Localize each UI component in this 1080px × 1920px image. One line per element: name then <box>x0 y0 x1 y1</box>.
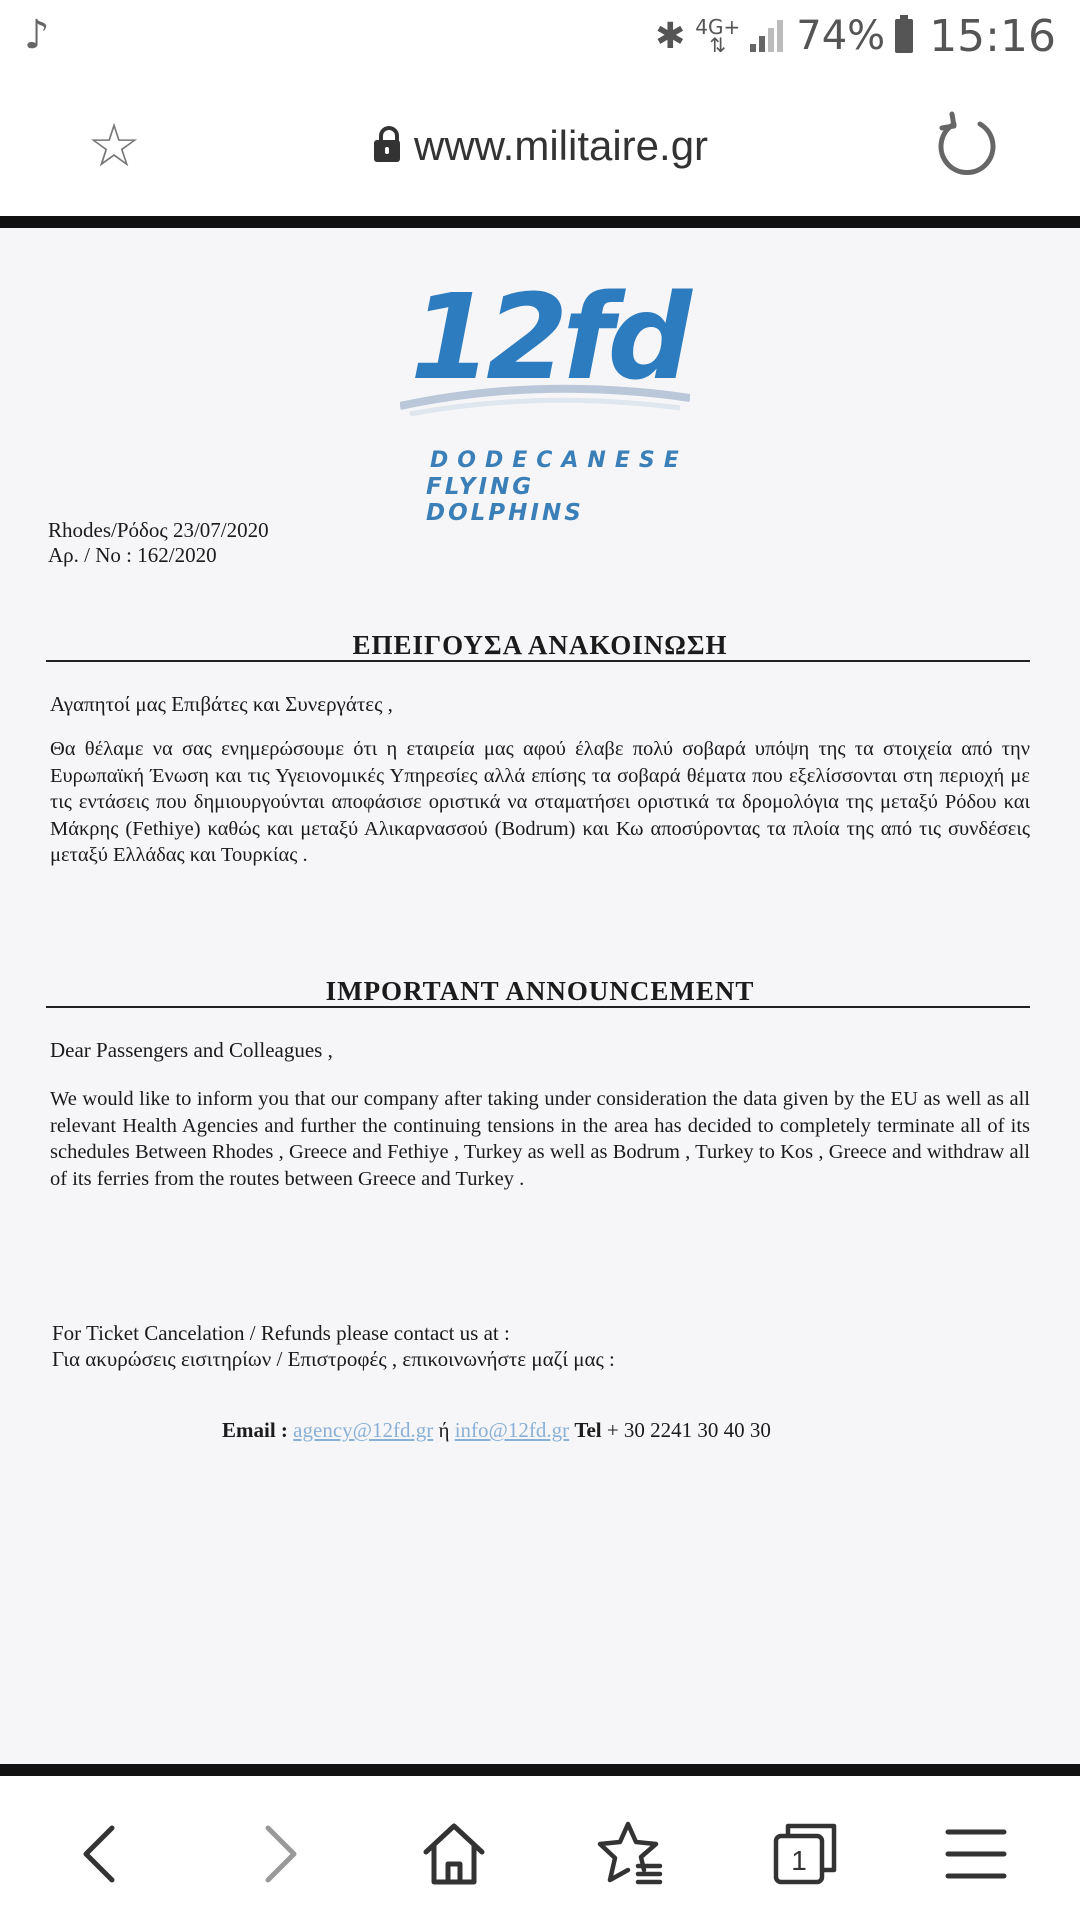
heading-rule <box>46 660 1030 662</box>
email-label: Email : <box>222 1418 288 1442</box>
email-agency-link[interactable]: agency@12fd.gr <box>293 1418 434 1442</box>
status-bar <box>0 0 1080 72</box>
battery-icon <box>895 19 913 53</box>
svg-text:1: 1 <box>791 1845 807 1876</box>
lock-icon <box>374 140 400 162</box>
signal-icon <box>750 20 786 52</box>
document-meta <box>48 518 269 568</box>
email-info-link[interactable]: info@12fd.gr <box>454 1418 570 1442</box>
contact-line-en: For Ticket Cancelation / Refunds please contact us at : <box>52 1321 510 1345</box>
contact-line-gr: Για ακυρώσεις εισιτηρίων / Επιστροφές , επικοινωνήστε μαζί μας : <box>52 1347 615 1371</box>
back-button[interactable] <box>62 1814 142 1894</box>
document-number: Αρ. / No : 162/2020 <box>48 543 217 567</box>
phone-number: + 30 2241 30 40 30 <box>606 1418 771 1442</box>
reload-icon[interactable] <box>932 110 1002 180</box>
bookmarks-button[interactable] <box>590 1814 670 1894</box>
menu-button[interactable] <box>936 1814 1016 1894</box>
music-note-icon: ♪ <box>24 12 50 58</box>
url-text[interactable]: www.militaire.gr <box>414 122 709 169</box>
place-date: Rhodes/Ρόδος 23/07/2020 <box>48 518 269 542</box>
tel-label: Tel <box>574 1418 602 1442</box>
english-heading: IMPORTANT ANNOUNCEMENT <box>325 976 755 1006</box>
network-type: 4G+ ⇅ <box>695 15 741 57</box>
menu-icon <box>940 1818 1012 1890</box>
bluetooth-icon: ✱ <box>655 15 686 57</box>
contact-info <box>52 1320 615 1372</box>
browser-toolbar <box>0 72 1080 216</box>
divider <box>0 1764 1080 1776</box>
greek-body: Θα θέλαμε να σας ενημερώσουμε ότι η εταιρεία μας αφού έλαβε πολύ σοβαρά υπόψη της τα στοιχεία από την Ευρωπαϊκή Ένωση και τις Υγειονομικές Υπηρεσίες αλλά επίσης τα σοβαρά θέματα που εξελίσσονται στη περιοχή με τις εντάσεις που δημιουργούνται αποφάσισε οριστικά να σταματήσει οριστικά τα δρομολόγια της μεταξύ Ρόδου και Μάκρης (Fethiye) καθώς και μεταξύ Αλικαρνασσού (Bodrum) και Κω αποσύροντας τα πλοία της από τις συνδέσεις μεταξύ Ελλάδας και Τουρκίας . <box>50 738 1030 866</box>
forward-button[interactable] <box>238 1814 318 1894</box>
battery-percent: 74% <box>796 13 886 59</box>
heading-rule <box>46 1006 1030 1008</box>
tabs-icon <box>770 1818 842 1890</box>
company-logo <box>400 268 690 526</box>
logo-subtitle-2: FLYING DOLPHINS <box>426 474 584 526</box>
logo-subtitle-1: DODECANESE <box>430 448 688 473</box>
forward-icon <box>242 1818 314 1890</box>
email-line <box>222 1418 771 1443</box>
english-greeting: Dear Passengers and Colleagues , <box>50 1038 333 1062</box>
divider <box>0 216 1080 228</box>
logo-swoosh <box>400 376 690 416</box>
star-icon[interactable]: ☆ <box>87 111 141 181</box>
logo-wordmark: 12fd <box>410 268 687 406</box>
clock: 15:16 <box>929 10 1056 62</box>
bookmarks-icon <box>594 1818 666 1890</box>
address-bar[interactable] <box>374 118 708 174</box>
back-icon <box>66 1818 138 1890</box>
greek-heading: ΕΠΕΙΓΟΥΣΑ ΑΝΑΚΟΙΝΩΣΗ <box>352 630 728 660</box>
greek-greeting: Αγαπητοί μας Επιβάτες και Συνεργάτες , <box>50 692 393 716</box>
status-icons <box>655 8 1056 64</box>
home-button[interactable] <box>414 1814 494 1894</box>
browser-bottom-nav <box>0 1778 1080 1920</box>
english-body: We would like to inform you that our company after taking under consideration the data given by the EU as well as all relevant Health Agencies and further the continuing tensions in the area has decided to completely terminate all of its schedules Between Rhodes , Greece and Fethiye , Turkey as well as Bodrum , Turkey to Kos , Greece and withdraw all of its ferries from the routes between Greece and Turkey . <box>50 1088 1030 1190</box>
home-icon <box>418 1818 490 1890</box>
or-text: ή <box>438 1418 450 1442</box>
announcement-document <box>0 228 1080 1764</box>
tabs-button[interactable] <box>766 1814 846 1894</box>
